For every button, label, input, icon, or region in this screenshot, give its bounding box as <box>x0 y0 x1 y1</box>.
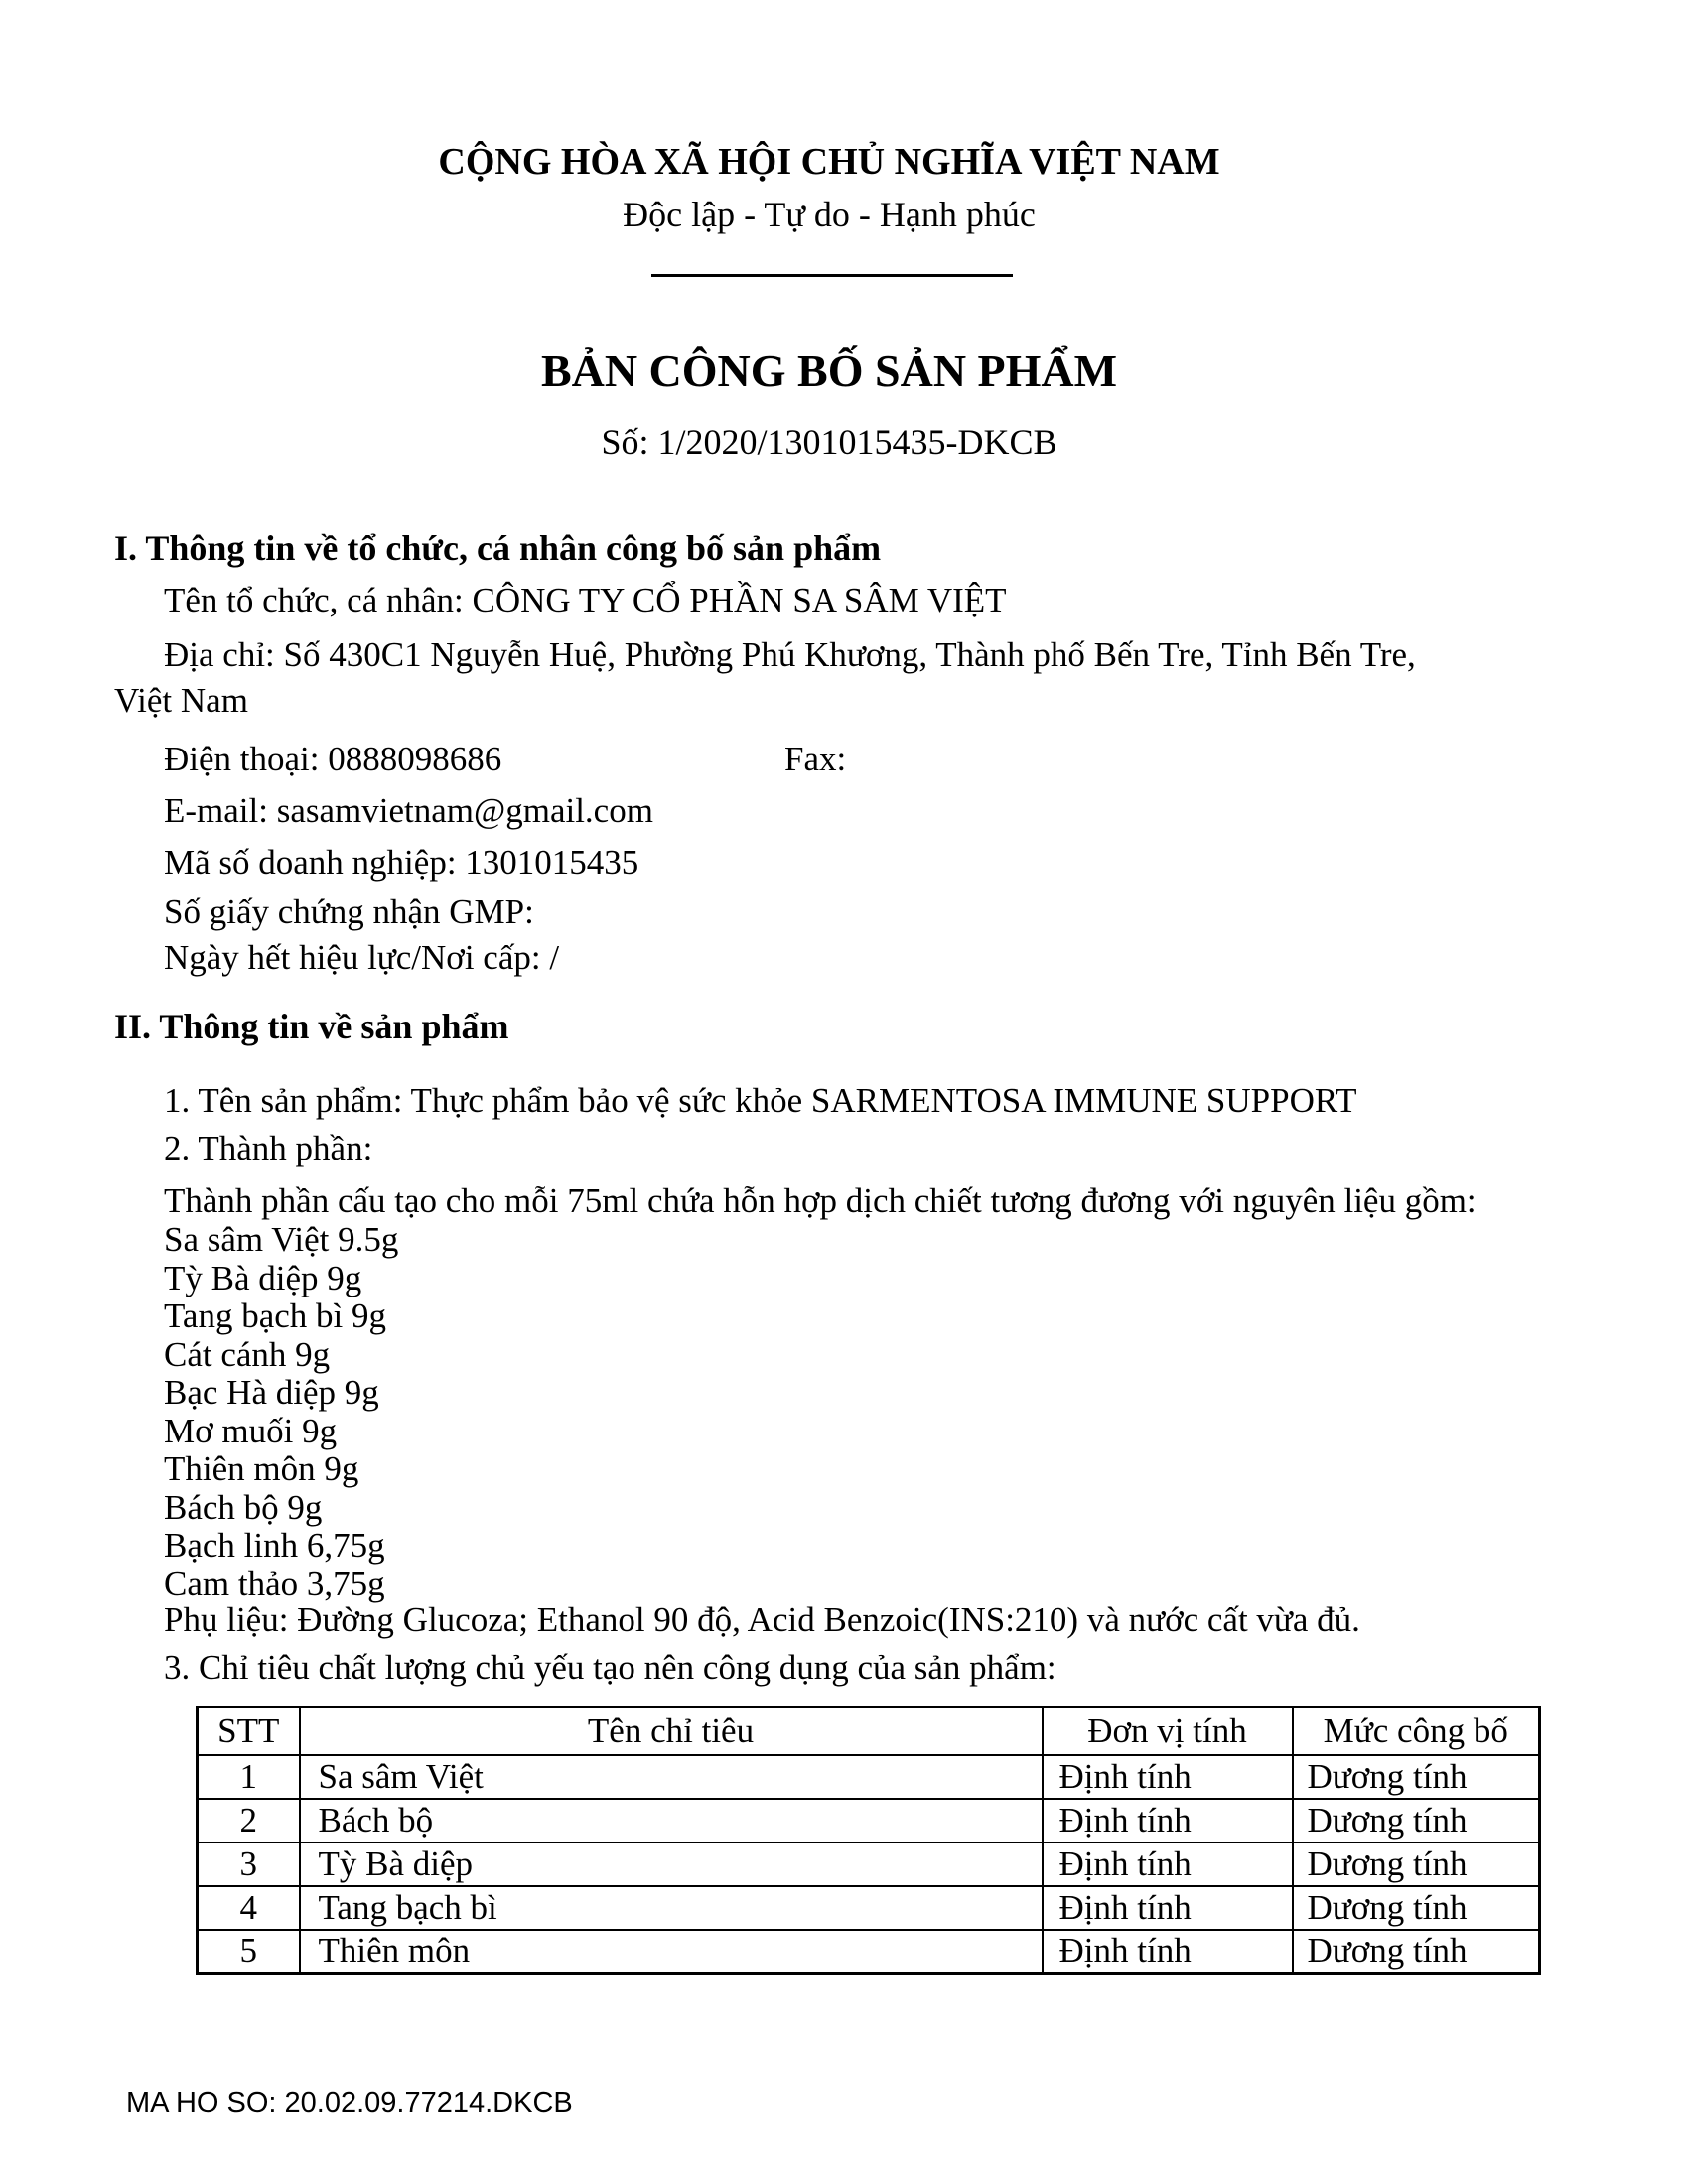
cell-stt: 2 <box>198 1799 300 1843</box>
table-row <box>198 1843 1540 1886</box>
fax-label: Fax: <box>784 740 847 778</box>
document-title: BẢN CÔNG BỐ SẢN PHẨM <box>540 345 1118 396</box>
excipients: Phụ liệu: Đường Glucoza; Ethanol 90 độ, Acid Benzoic(INS:210) và nước cất vừa đủ. <box>164 1600 1360 1639</box>
ingredient-item: Bạc Hà diệp 9g <box>164 1373 379 1412</box>
ingredient-item: Tang bạch bì 9g <box>164 1297 387 1335</box>
table-row <box>198 1799 1540 1843</box>
table-row <box>198 1755 1540 1799</box>
cell-unit: Định tính <box>1043 1886 1293 1930</box>
quality-heading: 3. Chỉ tiêu chất lượng chủ yếu tạo nên công dụng của sản phẩm: <box>164 1648 1056 1687</box>
file-code: MA HO SO: 20.02.09.77214.DKCB <box>126 2087 573 2118</box>
ingredient-item: Sa sâm Việt 9.5g <box>164 1220 399 1259</box>
cell-unit: Định tính <box>1043 1755 1293 1799</box>
cell-stt: 1 <box>198 1755 300 1799</box>
cell-criterion: Bách bộ <box>300 1799 1043 1843</box>
address-line1: Địa chỉ: Số 430C1 Nguyễn Huệ, Phường Phú Khương, Thành phố Bến Tre, Tỉnh Bến Tre, <box>164 635 1416 674</box>
ingredient-item: Bạch linh 6,75g <box>164 1526 385 1565</box>
cell-criterion: Thiên môn <box>300 1930 1043 1974</box>
business-code: Mã số doanh nghiệp: 1301015435 <box>164 843 639 882</box>
col-header-unit: Đơn vị tính <box>1043 1707 1293 1755</box>
gmp-cert: Số giấy chứng nhận GMP: <box>164 892 534 931</box>
cell-criterion: Tang bạch bì <box>300 1886 1043 1930</box>
table-row <box>198 1930 1540 1974</box>
cell-level: Dương tính <box>1293 1843 1540 1886</box>
section1-heading: I. Thông tin về tổ chức, cá nhân công bố sản phẩm <box>114 528 882 568</box>
ingredients-heading: 2. Thành phần: <box>164 1129 373 1167</box>
quality-table <box>196 1706 1541 1975</box>
cell-level: Dương tính <box>1293 1755 1540 1799</box>
national-motto: Độc lập - Tự do - Hạnh phúc <box>623 195 1036 234</box>
cell-criterion: Tỳ Bà diệp <box>300 1843 1043 1886</box>
cell-level: Dương tính <box>1293 1799 1540 1843</box>
cell-level: Dương tính <box>1293 1930 1540 1974</box>
header-divider-line <box>651 274 1013 277</box>
cell-stt: 3 <box>198 1843 300 1886</box>
ingredients-list <box>164 1221 398 1603</box>
product-name: 1. Tên sản phẩm: Thực phẩm bảo vệ sức khỏe SARMENTOSA IMMUNE SUPPORT <box>164 1081 1357 1120</box>
org-name: Tên tổ chức, cá nhân: CÔNG TY CỔ PHẦN SA SÂM VIỆT <box>164 581 1007 619</box>
ingredient-item: Thiên môn 9g <box>164 1449 359 1488</box>
ingredient-item: Bách bộ 9g <box>164 1487 323 1527</box>
cell-stt: 4 <box>198 1886 300 1930</box>
address-line2: Việt Nam <box>114 681 248 720</box>
col-header-criterion: Tên chỉ tiêu <box>300 1707 1043 1755</box>
section2-heading: II. Thông tin về sản phẩm <box>114 1007 509 1046</box>
ingredient-item: Cát cánh 9g <box>164 1334 331 1374</box>
national-title: CỘNG HÒA XÃ HỘI CHỦ NGHĨA VIỆT NAM <box>438 141 1220 183</box>
col-header-stt: STT <box>198 1707 300 1755</box>
expiry: Ngày hết hiệu lực/Nơi cấp: / <box>164 938 560 977</box>
ingredient-item: Tỳ Bà diệp 9g <box>164 1258 362 1297</box>
table-header-row <box>198 1707 1540 1755</box>
cell-level: Dương tính <box>1293 1886 1540 1930</box>
ingredient-item: Mơ muối 9g <box>164 1411 338 1450</box>
table-row <box>198 1886 1540 1930</box>
cell-unit: Định tính <box>1043 1930 1293 1974</box>
cell-stt: 5 <box>198 1930 300 1974</box>
ingredients-intro: Thành phần cấu tạo cho mỗi 75ml chứa hỗn hợp dịch chiết tương đương với nguyên liệu gồm: <box>164 1181 1477 1220</box>
cell-unit: Định tính <box>1043 1799 1293 1843</box>
ingredient-item: Cam thảo 3,75g <box>164 1564 385 1603</box>
phone: Điện thoại: 0888098686 <box>164 740 502 778</box>
document-number: Số: 1/2020/1301015435-DKCB <box>601 422 1057 462</box>
email: E-mail: sasamvietnam@gmail.com <box>164 791 653 830</box>
cell-criterion: Sa sâm Việt <box>300 1755 1043 1799</box>
cell-unit: Định tính <box>1043 1843 1293 1886</box>
col-header-declared-level: Mức công bố <box>1293 1707 1540 1755</box>
